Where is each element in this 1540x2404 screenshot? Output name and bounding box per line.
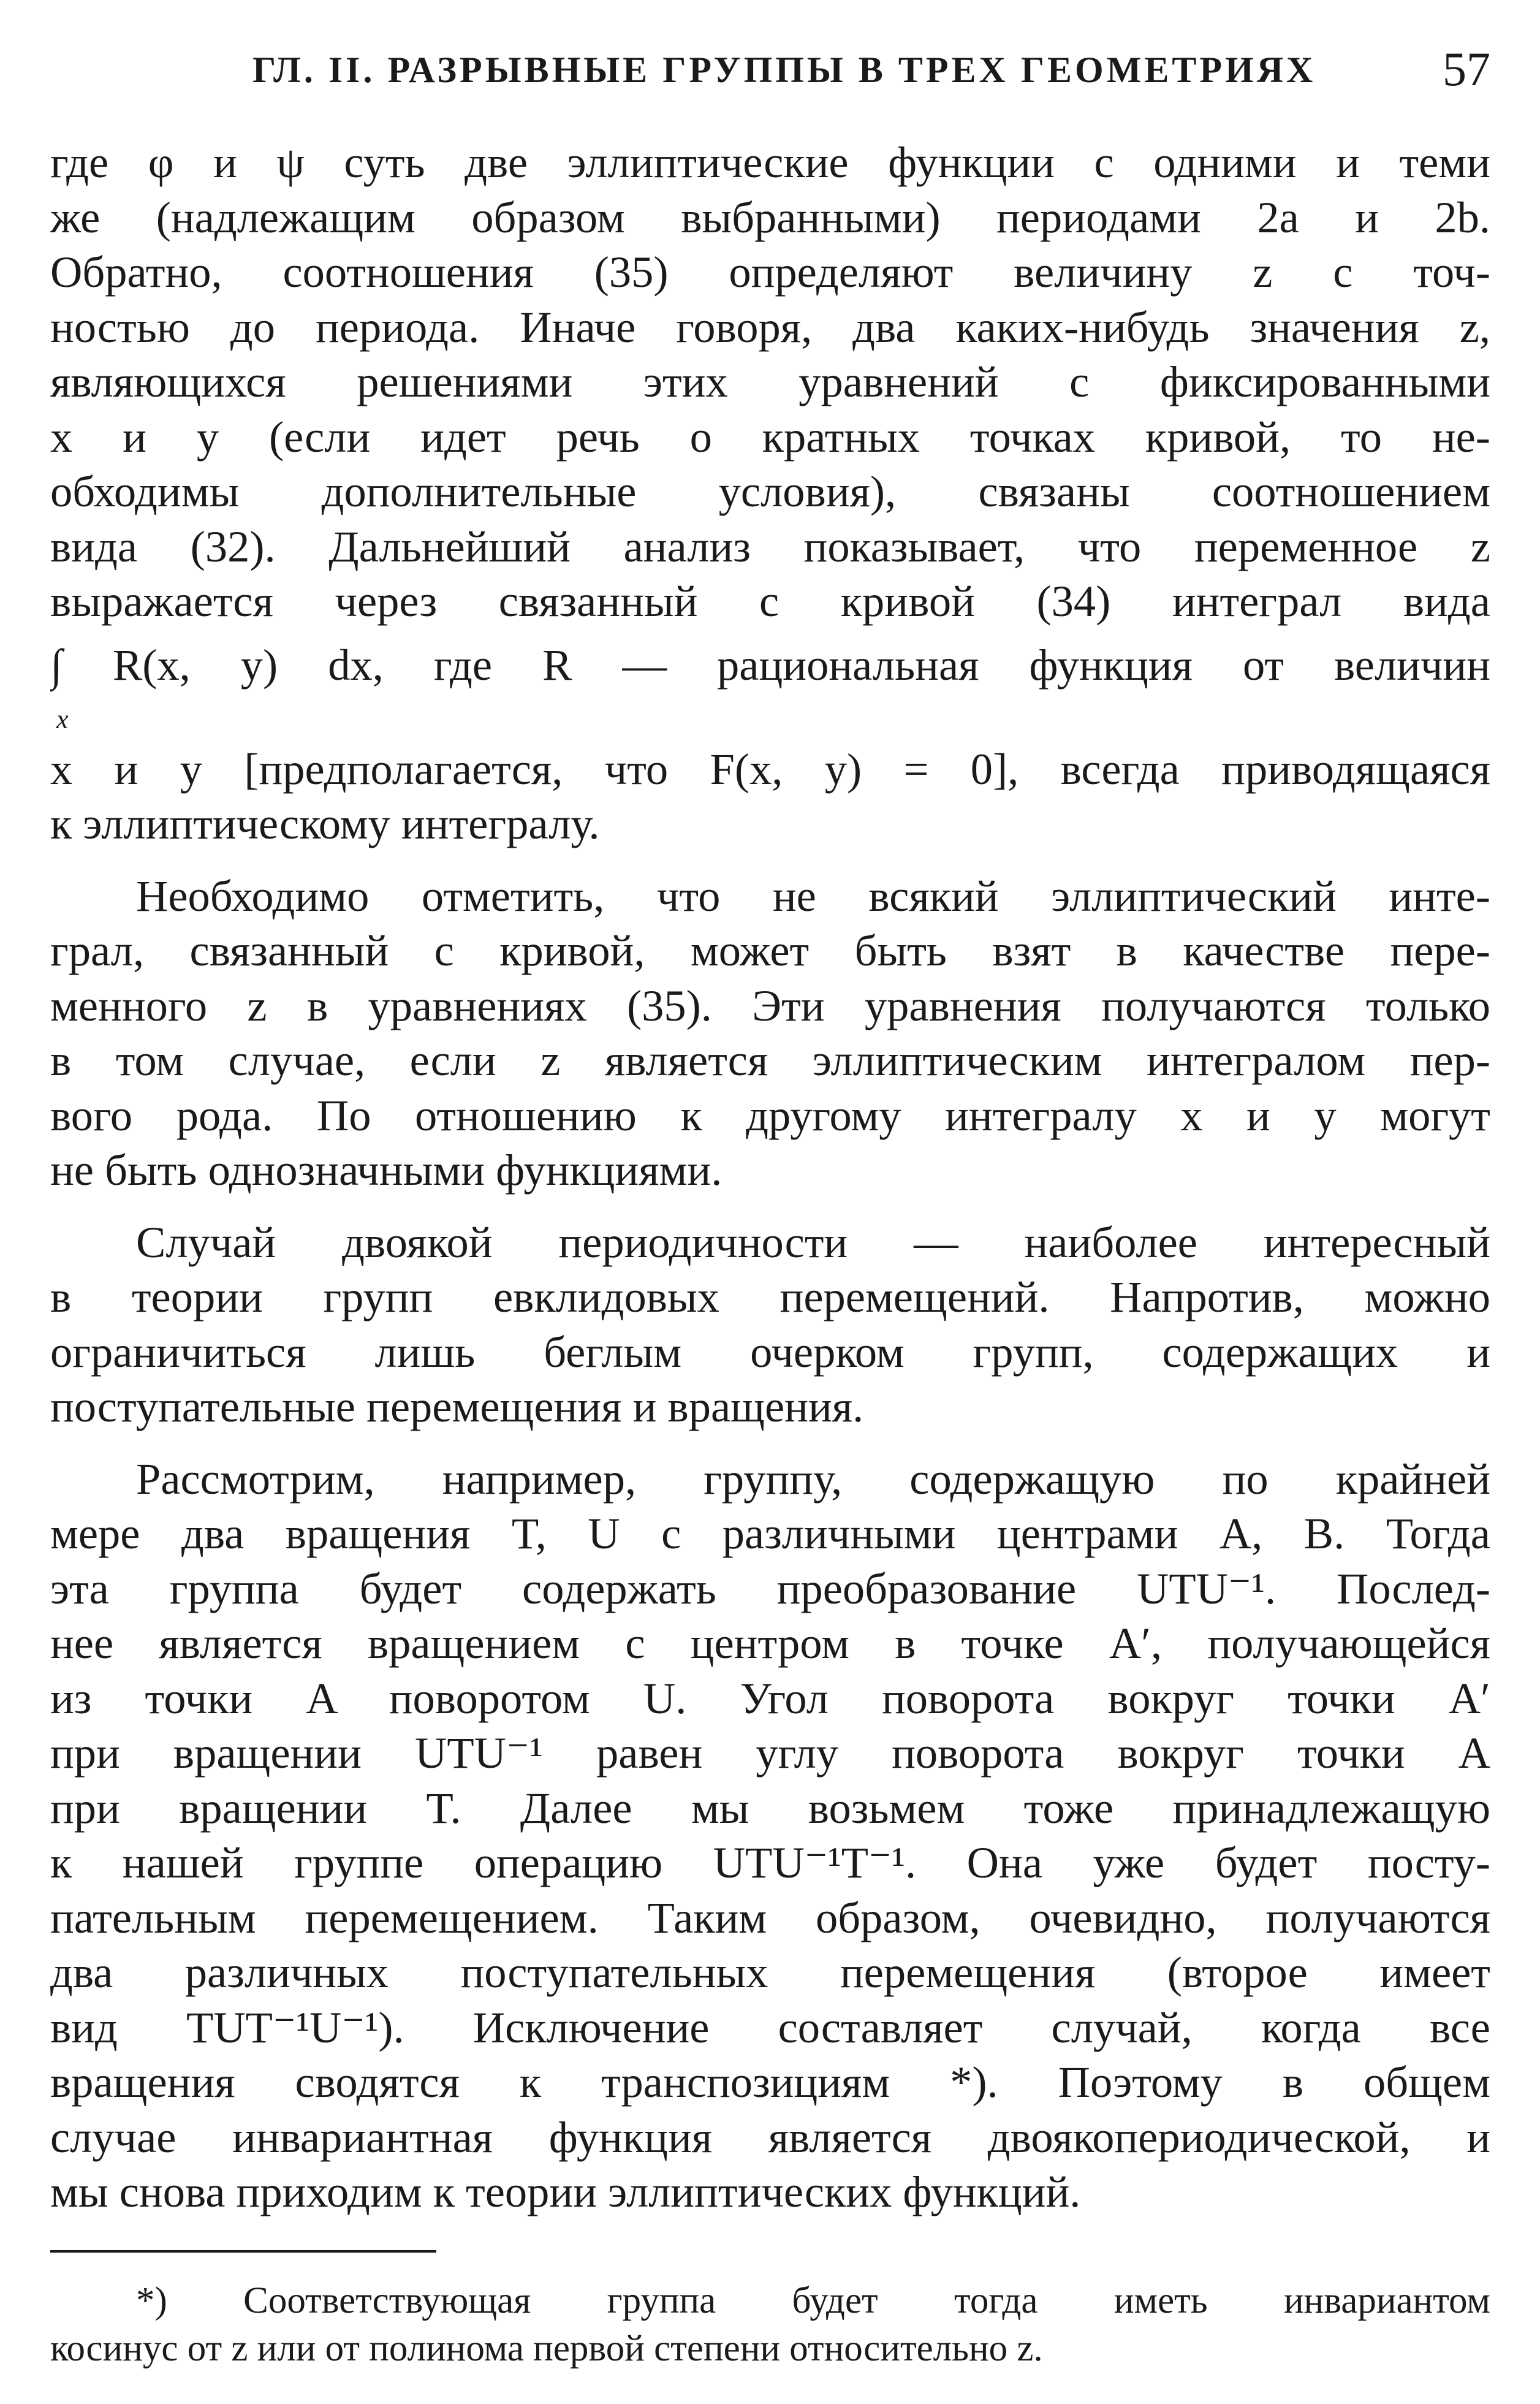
paragraph-start: Необходимо отметить, что не всякий эллиптический инте- xyxy=(136,870,1490,921)
text-line: мере два вращения T, U с различными центрами A, B. Тогда xyxy=(50,1508,1490,1558)
text-line: в том случае, если z является эллиптическим интегралом пер- xyxy=(50,1035,1490,1085)
book-page xyxy=(50,37,1490,2369)
text-line: случае инвариантная функция является двоякопериодической, и xyxy=(50,2112,1490,2162)
page-header xyxy=(50,37,1490,98)
text-line: к нашей группе операцию UTU⁻¹T⁻¹. Она уже будет посту- xyxy=(50,1838,1490,1887)
text-line: Обратно, соотношения (35) определяют величину z с точ- xyxy=(50,247,1490,297)
text-line: из точки A поворотом U. Угол поворота вокруг точки A′ xyxy=(50,1673,1490,1723)
footnote-line: *) Соответствующая группа будет тогда иметь инвариантом xyxy=(136,2280,1490,2321)
text-line: x и y (если идет речь о кратных точках кривой, то не- xyxy=(50,411,1490,462)
text-line: пательным перемещением. Таким образом, очевидно, получаются xyxy=(50,1892,1490,1942)
text-line: менного z в уравнениях (35). Эти уравнения получаются только xyxy=(50,980,1490,1030)
text-line: x и y [предполагается, что F(x, y) = 0], всегда приводящаяся xyxy=(50,744,1490,794)
footnote-rule xyxy=(50,2250,436,2253)
text-line: нее является вращением с центром в точке A′, получающейся xyxy=(50,1618,1490,1668)
text-line: же (надлежащим образом выбранными) периодами 2a и 2b. xyxy=(50,192,1490,242)
text-line: вого рода. По отношению к другому интегралу x и y могут xyxy=(50,1090,1490,1140)
paragraph-start: Случай двоякой периодичности — наиболее интересный xyxy=(136,1217,1490,1267)
text-line: к эллиптическому интегралу. xyxy=(50,799,600,848)
text-line: обходимы дополнительные условия), связаны соотношением xyxy=(50,466,1490,516)
text-line: ограничиться лишь беглым очерком групп, содержащих и xyxy=(50,1326,1490,1377)
main-text xyxy=(50,135,1490,2373)
text-line: вид TUT⁻¹U⁻¹). Исключение составляет случай, когда все xyxy=(50,2002,1490,2052)
text-line: являющихся решениями этих уравнений с фиксированными xyxy=(50,357,1490,406)
footnote-line: косинус от z или от полинома первой степени относительно z. xyxy=(50,2327,1043,2369)
integral-subscript: x xyxy=(56,707,69,734)
text-line: грал, связанный с кривой, может быть взят в качестве пере- xyxy=(50,926,1490,975)
text-line: ностью до периода. Иначе говоря, два каких-нибудь значения z, xyxy=(50,302,1490,352)
integral-line: ∫ R(x, y) dx, где R — рациональная функция от величин xyxy=(50,639,1490,690)
text-line: выражается через связанный с кривой (34) интеграл вида xyxy=(50,576,1490,626)
text-line: в теории групп евклидовых перемещений. Напротив, можно xyxy=(50,1272,1490,1322)
running-head: ГЛ. II. РАЗРЫВНЫЕ ГРУППЫ В ТРЕХ ГЕОМЕТРИЯХ xyxy=(252,50,1316,90)
text-line: при вращении T. Далее мы возьмем тоже принадлежащую xyxy=(50,1782,1490,1833)
text-line: вида (32). Дальнейший анализ показывает, что переменное z xyxy=(50,521,1490,571)
page-number: 57 xyxy=(1443,42,1490,96)
text-line: вращения сводятся к транспозициям *). Поэтому в общем xyxy=(50,2057,1490,2107)
text-line: мы снова приходим к теории эллиптических функций. xyxy=(50,2167,1081,2216)
text-line: эта группа будет содержать преобразование UTU⁻¹. Послед- xyxy=(50,1563,1490,1613)
text-line: где φ и ψ суть две эллиптические функции с одними и теми xyxy=(50,137,1490,187)
text-line: не быть однозначными функциями. xyxy=(50,1145,723,1195)
text-line: поступательные перемещения и вращения. xyxy=(50,1382,864,1431)
paragraph-start: Рассмотрим, например, группу, содержащую по крайней xyxy=(136,1453,1490,1504)
text-line: при вращении UTU⁻¹ равен углу поворота вокруг точки A xyxy=(50,1728,1490,1778)
text-line: два различных поступательных перемещения (второе имеет xyxy=(50,1947,1490,1997)
